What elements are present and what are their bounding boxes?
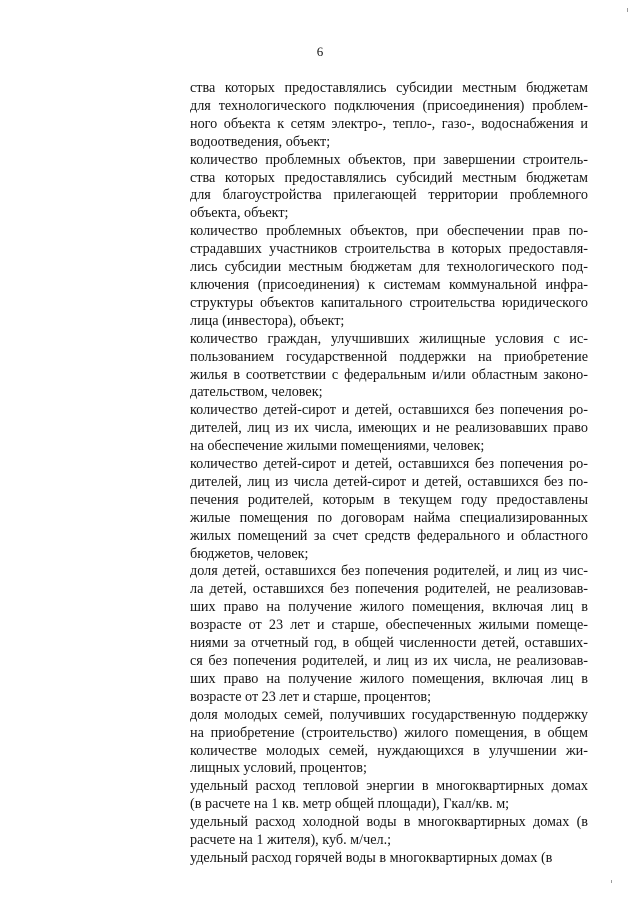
text-line: дательством, человек;: [190, 384, 323, 401]
text-line: количество детей-сирот и детей, оставшихся без попечения ро-: [190, 402, 588, 419]
text-line: доля детей, оставшихся без попечения родителей, и лиц из чис-: [190, 563, 588, 580]
text-line: лица (инвестора), объект;: [190, 312, 345, 329]
text-line: количество проблемных объектов, при обеспечении прав по-: [190, 223, 588, 240]
text-line: дителей, лиц из числа детей-сирот и детей, оставшихся без по-: [190, 473, 588, 490]
page-number: 6: [316, 44, 324, 59]
text-line: структуры объектов капитального строительства юридического: [190, 294, 588, 311]
paragraph: [190, 402, 588, 456]
text-line: доля молодых семей, получивших государственную поддержку: [190, 706, 588, 723]
text-line: лищных условий, процентов;: [190, 760, 367, 777]
text-line: ших право на получение жилого помещения, включая лиц в: [190, 670, 588, 687]
text-line: количество граждан, улучшивших жилищные условия с ис-: [190, 330, 588, 347]
text-line: ства которых предоставлялись субсидии местным бюджетам: [190, 80, 588, 96]
paragraph: [190, 778, 588, 814]
text-line: печения родителей, которым в текущем году предоставлены: [190, 491, 588, 508]
text-line: на приобретение (строительство) жилого помещения, в общем: [190, 724, 588, 741]
text-line: пользованием государственной поддержки на приобретение: [190, 348, 588, 365]
paragraph: [190, 331, 588, 403]
text-line: ла детей, оставшихся без попечения родителей, не реализовав-: [190, 581, 588, 598]
text-line: дителей, лиц из их числа, имеющих и не реализовавших право: [190, 420, 588, 437]
text-line: удельный расход тепловой энергии в многоквартирных домах: [190, 778, 588, 795]
text-line: жилые помещения по договорам найма специализированных: [190, 509, 588, 526]
text-line: ших право на получение жилого помещения, включая лиц в: [190, 599, 588, 616]
paragraph: [190, 152, 588, 224]
text-line: возрасте от 23 лет и старше, обеспеченных жилыми помеще-: [190, 617, 588, 634]
paragraph: [190, 707, 588, 779]
paragraph: [190, 456, 588, 563]
paragraph: [190, 223, 588, 330]
document-body: [190, 80, 588, 868]
text-line: ства которых предоставлялись субсидий местным бюджетам: [190, 169, 588, 186]
text-line: ся без попечения родителей, и лиц из их числа, не реализовав-: [190, 653, 588, 669]
text-line: (в расчете на 1 кв. метр общей площади), Гкал/кв. м;: [190, 796, 510, 813]
text-line: ключения (присоединения) к системам коммунальной инфра-: [190, 276, 588, 293]
text-line: жилых помещений за счет средств федерального и областного: [190, 527, 588, 544]
text-line: возрасте от 23 лет и старше, процентов;: [190, 688, 432, 705]
text-line: количество детей-сирот и детей, оставшихся без попечения ро-: [190, 456, 588, 473]
text-line: жилья в соответствии с федеральным и/или областным законо-: [190, 366, 588, 383]
paragraph: [190, 563, 588, 706]
text-line: количество проблемных объектов, при завершении строитель-: [190, 151, 588, 168]
text-line: объекта, объект;: [190, 205, 289, 222]
text-line: лись субсидии местным бюджетам для технологического под-: [190, 259, 588, 276]
text-line: на обеспечение жилыми помещениями, человек;: [190, 438, 485, 455]
text-line: расчете на 1 жителя), куб. м/чел.;: [190, 832, 392, 849]
text-line: для технологического подключения (присоединения) проблем-: [190, 97, 588, 114]
text-line: количестве молодых семей, нуждающихся в улучшении жи-: [190, 742, 588, 759]
paragraph: [190, 814, 588, 850]
scan-mark-top: [627, 8, 628, 12]
text-line: бюджетов, человек;: [190, 545, 309, 562]
text-line: страдавших участников строительства в которых предоставля-: [190, 241, 588, 258]
paragraph: [190, 80, 588, 152]
text-line: водоотведения, объект;: [190, 133, 331, 150]
text-line: ниями за отчетный год, в общей численности детей, оставших-: [190, 635, 588, 652]
scan-mark-bottom: [611, 880, 612, 883]
paragraph: [190, 850, 588, 868]
text-line: ного объекта к сетям электро-, тепло-, газо-, водоснабжения и: [190, 115, 588, 132]
text-line: для благоустройства прилегающей территории проблемного: [190, 187, 588, 204]
text-line: удельный расход горячей воды в многоквартирных домах (в: [190, 849, 553, 866]
text-line: удельный расход холодной воды в многоквартирных домах (в: [190, 814, 588, 831]
